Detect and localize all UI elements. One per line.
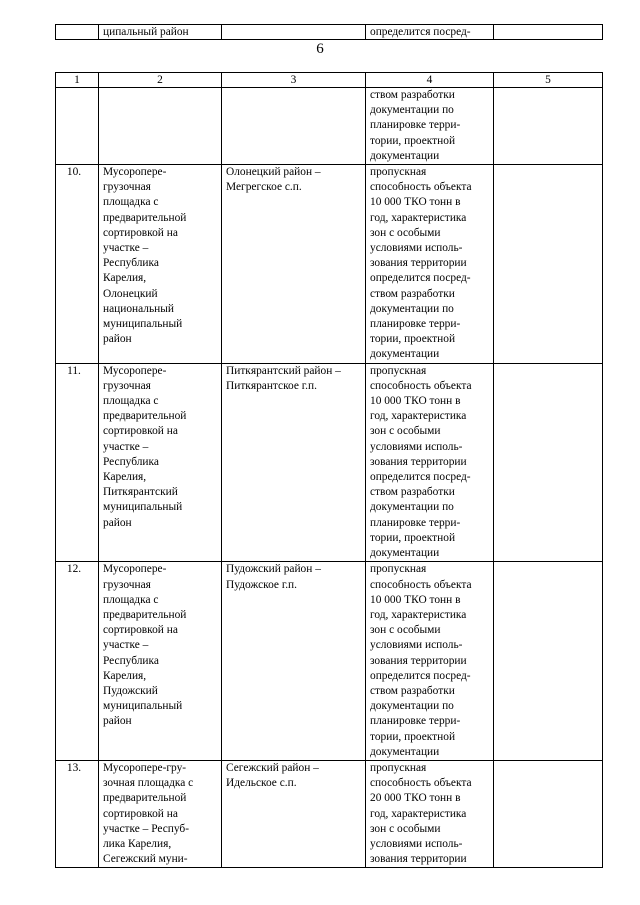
cell-object: Мусоропере-гру- зочная площадка с предварительной сортировкой на участке – Респуб- лика Карелия, Сегежский муни- [99,760,222,867]
cell-num: 10. [56,165,99,364]
table-row [56,562,603,761]
cell-num [56,25,99,40]
cell-num: 11. [56,363,99,562]
cell-num: 13. [56,760,99,867]
continued-table-top [55,24,603,40]
header-col-4: 4 [366,73,494,88]
page-number: 6 [316,41,324,57]
cell-characteristics: ством разработки документации по планировке терри- тории, проектной документации [366,88,494,165]
header-col-5: 5 [494,73,603,88]
cell-note [494,25,603,40]
cell-characteristics: пропускная способность объекта 10 000 ТКО тонн в год, характеристика зон с особыми условиями исполь- зования территории определится посред- ством разработки документации по планировке терри- тории, проектной документации [366,562,494,761]
cell-object: ципальный район [99,25,222,40]
cell-num [56,88,99,165]
table-row [56,363,603,562]
header-col-1: 1 [56,73,99,88]
cell-note [494,760,603,867]
cell-location: Сегежский район – Идельское с.п. [222,760,366,867]
cell-num: 12. [56,562,99,761]
cell-characteristics: пропускная способность объекта 20 000 ТКО тонн в год, характеристика зон с особыми условиями исполь- зования территории [366,760,494,867]
cell-note [494,88,603,165]
cell-location: Пудожский район – Пудожское г.п. [222,562,366,761]
cell-object: Мусоропере- грузочная площадка с предварительной сортировкой на участке – Республика Карелия, Питкярантский муниципальный район [99,363,222,562]
cell-note [494,165,603,364]
header-col-2: 2 [99,73,222,88]
cell-location [222,88,366,165]
cell-location: Питкярантский район – Питкярантское г.п. [222,363,366,562]
cell-characteristics: пропускная способность объекта 10 000 ТКО тонн в год, характеристика зон с особыми условиями исполь- зования территории определится посред- ством разработки документации по планировке терри- тории, проектной документации [366,165,494,364]
cell-object: Мусоропере- грузочная площадка с предварительной сортировкой на участке – Республика Карелия, Олонецкий национальный муниципальный район [99,165,222,364]
table-header-row [56,73,603,88]
cell-note [494,562,603,761]
table-row [56,88,603,165]
cell-note [494,363,603,562]
cell-object: Мусоропере- грузочная площадка с предварительной сортировкой на участке – Республика Карелия, Пудожский муниципальный район [99,562,222,761]
table-row [56,165,603,364]
header-col-3: 3 [222,73,366,88]
table-row [56,25,603,40]
table-row [56,760,603,867]
cell-characteristics: определится посред- [366,25,494,40]
cell-location [222,25,366,40]
objects-table [55,72,603,868]
cell-object [99,88,222,165]
cell-location: Олонецкий район – Мегрегское с.п. [222,165,366,364]
cell-characteristics: пропускная способность объекта 10 000 ТКО тонн в год, характеристика зон с особыми условиями исполь- зования территории определится посред- ством разработки документации по планировке терри- тории, проектной документации [366,363,494,562]
